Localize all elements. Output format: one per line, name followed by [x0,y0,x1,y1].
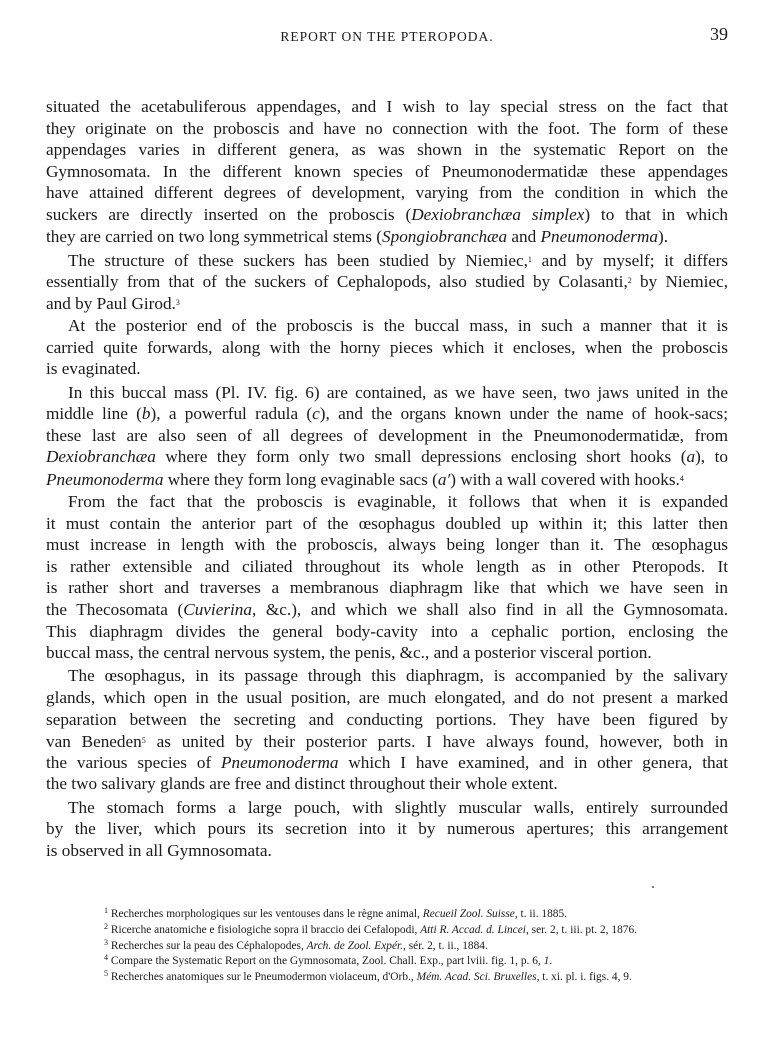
italic-text: Cuvierina [183,600,252,620]
text-run: is observed in all Gymnosomata. [46,840,272,860]
text-run: The œsophagus, in its passage through this diaphragm, is accompanied by the salivary [68,666,728,686]
text-line [46,403,728,425]
text-line [46,818,728,840]
text-run: Recherches morphologiques sur les ventouses dans le règne animal, [108,908,423,920]
paragraph [46,491,728,664]
text-run: middle line ( [46,404,142,424]
footnote-ref: 4 [679,473,684,483]
text-line [46,752,728,774]
text-line [46,687,728,709]
text-line [46,358,728,380]
italic-text: Spongiobranchæa [382,226,508,246]
text-line [46,204,728,226]
text-run: buccal mass, the central nervous system, the penis, &c., and a posterior visceral portion. [46,643,652,663]
paragraph [46,797,728,862]
footnote-ref: 1 [527,254,532,264]
text-run: suckers are directly inserted on the proboscis ( [46,204,412,224]
text-line [46,249,728,271]
text-run: glands, which open in the usual position, are much elongated, and do not present a marked [46,688,728,707]
text-run: Compare the Systematic Report on the Gymnosomata, Zool. Chall. Exp., part lviii. fig. 1, p. 6, [108,955,544,968]
text-run: This diaphragm divides the general body-cavity into a cephalic portion, enclosing the [46,621,728,641]
body-text [46,96,728,863]
text-line [46,96,728,118]
footnote-ref: 4 [104,953,108,963]
text-line [46,139,728,161]
text-line [46,315,728,337]
text-run: The stomach forms a large pouch, with slightly muscular walls, entirely surrounded [68,797,728,817]
text-run: and [507,226,541,246]
text-line [46,709,728,731]
text-line [46,797,728,819]
text-run: carried quite forwards, along with the horny pieces which it encloses, when the proboscis [46,337,728,357]
text-run: it must contain the anterior part of the œsophagus doubled up within it; this latter then [46,513,728,533]
text-line [46,513,728,535]
text-line [46,118,728,140]
text-run: . [549,955,553,968]
text-run: ), a powerful radula ( [150,404,313,424]
text-run: van Beneden [46,732,142,752]
text-run: Recherches sur la peau des Céphalopodes, [108,939,307,952]
paragraph [46,382,728,490]
text-run: separation between the secreting and conducting portions. They have been figured by [46,709,728,729]
text-run: and by Paul Girod. [46,293,176,313]
italic-text: Arch. de Zool. Expér. [306,939,404,952]
text-line [46,161,728,183]
text-line [46,425,728,447]
text-run: In this buccal mass (Pl. IV. fig. 6) are contained, as we have seen, two jaws united in the [68,382,728,402]
footnote-ref: 2 [104,921,108,931]
text-run: is rather short and traverses a membranous diaphragm like that which we have seen in [46,578,728,598]
text-line [46,182,728,204]
text-line [46,292,728,314]
text-run: as united by their posterior parts. I have always found, however, both in [145,732,729,752]
text-run: From the fact that the proboscis is evaginable, it follows that when it is expanded [68,492,728,512]
text-line [46,773,728,795]
footnote-ref: 5 [104,969,108,979]
text-line [46,270,728,292]
footnote [104,903,728,919]
text-run: they originate on the proboscis and have no connection with the foot. The form of these [46,118,728,138]
italic-text: Mém. Acad. Sci. Bruxelles [416,971,537,984]
italic-text: b [141,404,151,424]
text-line [46,534,728,556]
text-line [46,642,728,664]
text-line [46,665,728,687]
text-line [46,446,728,468]
italic-text: Recueil Zool. Suisse [422,908,515,920]
text-run: must increase in length with the proboscis, always being longer than it. The œsophagus [46,535,728,555]
text-run: appendages varies in different genera, as was shown in the systematic Report on the [46,140,728,160]
text-run: , t. ii. 1885. [514,908,568,920]
text-run: ), to [695,447,729,467]
text-run: At the posterior end of the proboscis is the buccal mass, in such a manner that it is [68,316,728,336]
italic-text: Pneumonoderma [46,469,164,489]
text-line [46,337,728,359]
text-run: have attained different degrees of development, varying from the condition in which the [46,183,728,203]
footnotes [104,903,728,982]
running-title: REPORT ON THE PTEROPODA. [280,29,494,44]
text-run: these last are also seen of all degrees of development in the Pneumonodermatidæ, from [46,425,728,445]
text-run: where they form long evaginable sacs ( [163,469,438,489]
text-run: the various species of [46,752,222,772]
footnote-ref: 3 [175,297,180,307]
text-run: ) to that in which [584,204,728,224]
text-run: they are carried on two long symmetrical stems ( [46,226,383,246]
text-line [46,491,728,513]
text-run: Ricerche anatomiche e fisiologiche sopra il braccio dei Cefalopodi, [108,923,421,936]
italic-text: 1 [543,955,550,968]
text-line [46,468,728,490]
footnote-ref: 5 [141,736,146,746]
footnote-ref: 3 [104,937,108,947]
page-header [46,24,728,48]
text-run: by the liver, which pours its secretion into it by numerous apertures; this arrangement [46,819,728,839]
footnote [104,919,728,935]
text-line [46,556,728,578]
text-run: by Niemiec, [631,272,729,292]
italic-text: Pneumonoderma [221,752,339,772]
text-run: The structure of these suckers has been studied by Niemiec, [68,250,528,270]
footnote [104,935,728,951]
page-number: 39 [710,24,728,44]
text-line [46,840,728,862]
italic-text: Dexiobranchæa [46,447,156,467]
footnote-ref: 1 [104,906,108,915]
italic-text: Dexiobranchæa simplex [411,204,585,224]
text-run: is evaginated. [46,359,141,379]
text-line [46,577,728,599]
text-line [46,599,728,621]
text-run: essentially from that of the suckers of Cephalopods, also studied by Colasanti, [46,272,628,292]
italic-text: c [312,404,320,424]
italic-text: a′ [437,469,451,489]
text-run: the Thecosomata ( [46,600,184,620]
text-run: situated the acetabuliferous appendages, and I wish to lay special stress on the fact that [46,97,728,116]
text-run: , &c.), and which we shall also find in all the Gymnosomata. [252,600,728,620]
footnote [104,950,728,966]
paragraph [46,249,728,314]
text-run: the two salivary glands are free and distinct throughout their whole extent. [46,774,558,794]
footnote [104,966,728,982]
text-line [46,382,728,404]
text-line [46,730,728,752]
text-run: and by myself; it differs [531,250,728,270]
text-run: , t. xi. pl. i. figs. 4, 9. [536,971,632,984]
footnote-ref: 2 [627,276,632,286]
text-run: is rather extensible and ciliated throughout its whole length as in other Pteropods. It [46,556,728,576]
text-run: which I have examined, and in other genera, that [338,752,728,772]
text-run: where they form only two small depressions enclosing short hooks ( [155,447,687,467]
text-line [46,621,728,643]
text-run: , sér. 2, t. ii., 1884. [403,939,488,952]
paragraph [46,96,728,247]
text-run: ) with a wall covered with hooks. [450,469,680,489]
text-run: ). [657,226,668,246]
italic-text: a [686,447,696,467]
paragraph [46,665,728,795]
italic-text: Pneumonoderma [540,226,658,246]
paragraph [46,315,728,380]
text-run: , ser. 2, t. iii. pt. 2, 1876. [525,923,638,936]
italic-text: Atti R. Accad. d. Lincei [420,923,526,936]
text-run: Recherches anatomiques sur le Pneumodermon violaceum, d'Orb., [108,971,417,984]
text-run: Gymnosomata. In the different known species of Pneumonodermatidæ these appendages [46,161,728,181]
text-run: ), and the organs known under the name of hook-sacs; [319,404,728,424]
print-speck [652,886,654,888]
text-line [46,226,728,248]
